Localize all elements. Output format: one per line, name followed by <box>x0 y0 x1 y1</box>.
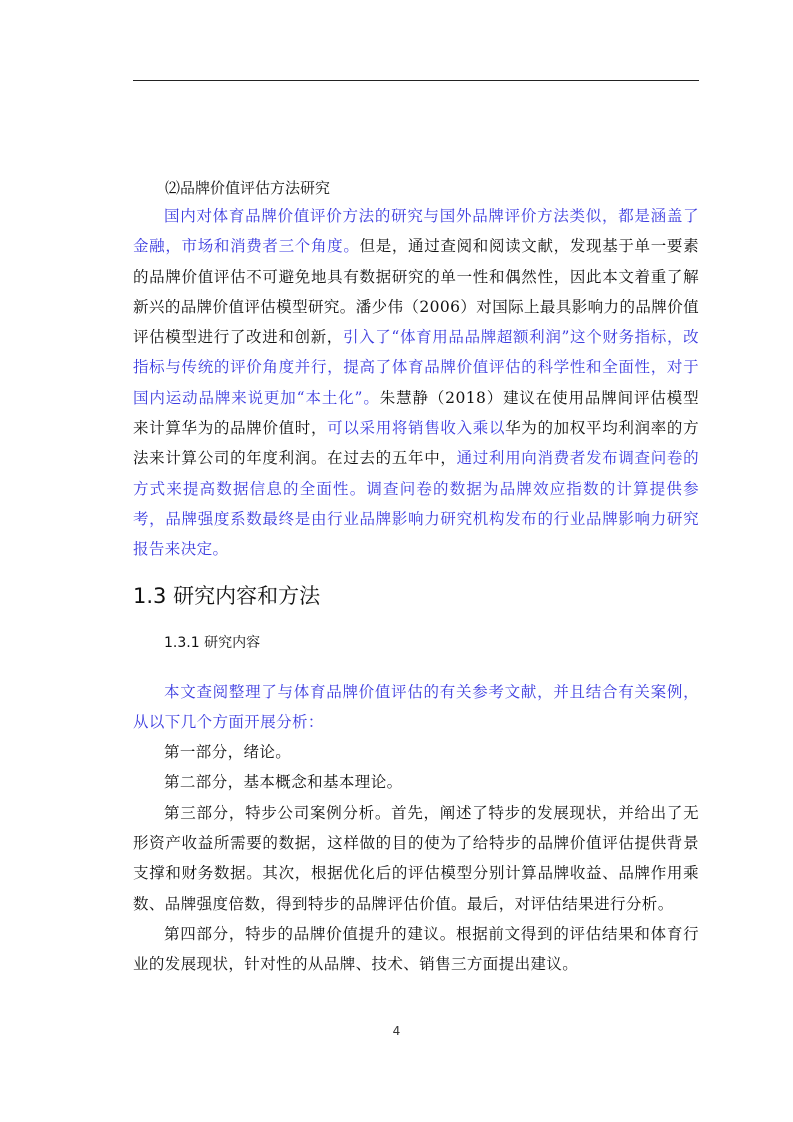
section-title: 1.3 研究内容和方法 <box>133 583 321 608</box>
run: 国内对体育品牌价值评价方法的研究与国外品牌评价方法类似，都是涵盖了金融，市场和消费者三个角度。 <box>133 207 699 256</box>
paragraph-intro <box>133 677 699 738</box>
subsection-title-2: 1.3.1 研究内容 <box>164 634 261 651</box>
paragraph-brand-valuation <box>133 201 699 565</box>
run: 可以采用将销售收入乘以 <box>327 419 506 438</box>
run: 但是，通过查阅和阅读文献，发现基于单一要素的品牌价值评估不可避免地具有数据研究的单一性和偶然性，因此本文着重了解新兴的品牌价值评估模型研究。潘少伟（2006）对国际上最具影响力的品牌价值评估模型进行了改进和创新， <box>133 237 699 347</box>
subsection-title: ⑵品牌价值评估方法研究 <box>165 179 331 197</box>
run: 通过利用向消费者发布调查问卷的方式来提高数据信息的全面性。调查问卷的数据为品牌效应指数的计算提供参考，品牌强度系数最终是由行业品牌影响力研究机构发布的行业品牌影响力研究报告来决定。 <box>133 449 699 559</box>
part-item: 第四部分，特步的品牌价值提升的建议。根据前文得到的评估结果和体育行业的发展现状，针对性的从品牌、技术、销售三方面提出建议。 <box>133 924 699 974</box>
part-item: 第三部分，特步公司案例分析。首先，阐述了特步的发展现状，并给出了无形资产收益所需要的数据，这样做的目的使为了给特步的品牌价值评估提供背景支撑和财务数据。其次，根据优化后的评估模型分别计算品牌收益、品牌作用乘数、品牌强度倍数，得到特步的品牌评估价值。最后，对评估结果进行分析。 <box>133 803 699 913</box>
run: 朱慧静（2018）建议在使用品牌间评估模型来计算华为的品牌价值时， <box>133 388 699 438</box>
run: 华为的加权平均利润率的方法来计算公司的年度利润。在过去的五年中， <box>133 419 699 468</box>
header-rule <box>133 80 699 81</box>
page-number: 4 <box>392 1024 401 1038</box>
part-item: 第二部分，基本概念和基本理论。 <box>164 773 403 792</box>
page-body <box>133 177 699 980</box>
part-item: 第一部分，绪论。 <box>164 743 292 762</box>
run: 本文查阅整理了与体育品牌价值评估的有关参考文献，并且结合有关案例，从以下几个方面开展分析： <box>133 682 699 731</box>
run: 引入了“体育用品品牌超额利润”这个财务指标，改指标与传统的评价角度并行，提高了体育品牌价值评估的科学性和全面性，对于国内运动品牌来说更加“本土化”。 <box>133 328 699 407</box>
